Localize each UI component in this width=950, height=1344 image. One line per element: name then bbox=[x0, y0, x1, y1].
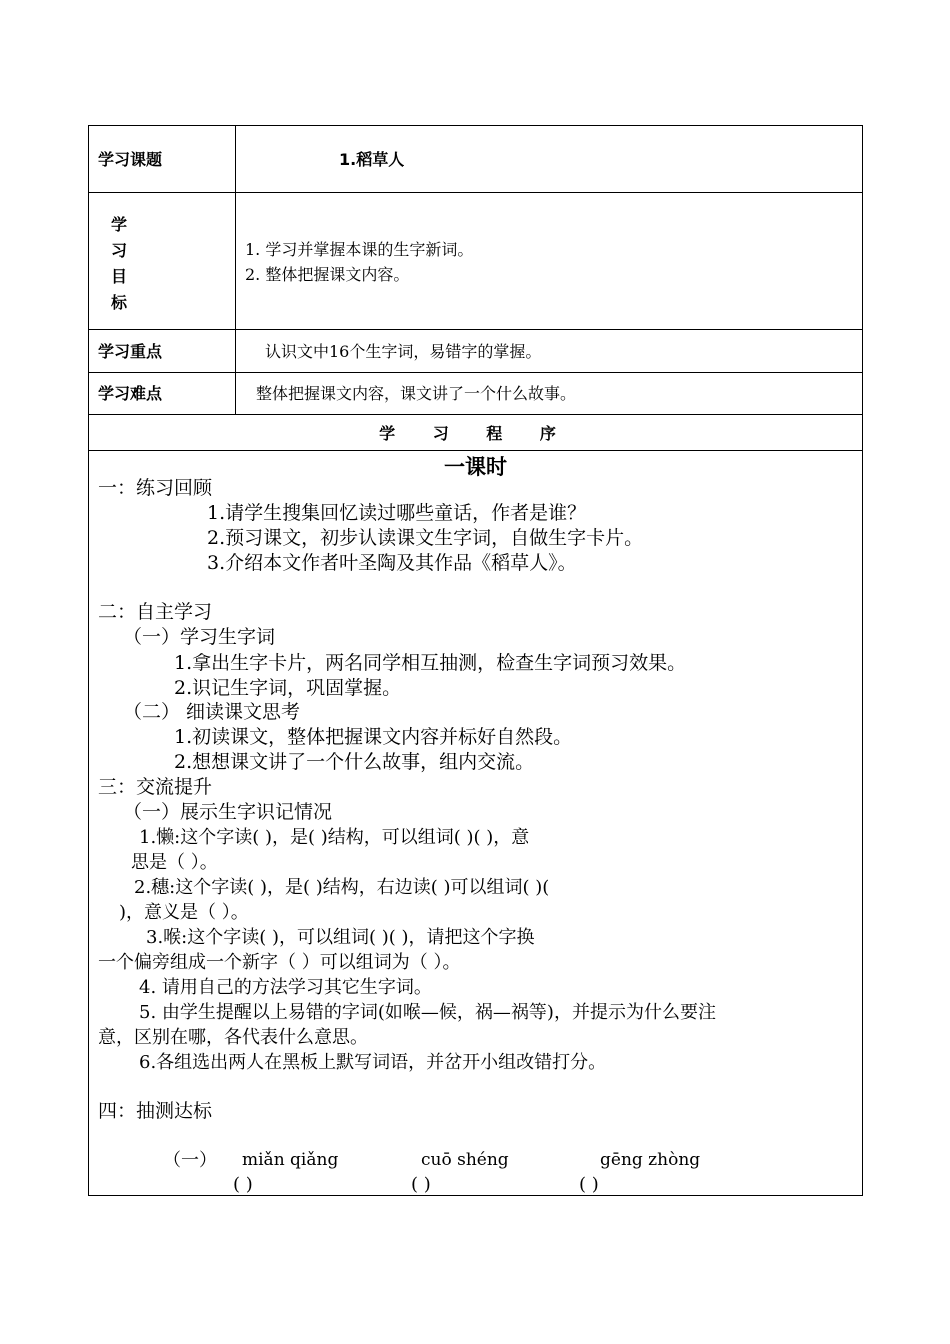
subsection-title: （一） bbox=[163, 1150, 217, 1171]
goal-item: 1. 学习并掌握本课的生字新词。 bbox=[245, 240, 474, 259]
difficulty-label: 学习难点 bbox=[98, 384, 163, 403]
exercise-line: 一个偏旁组成一个新字（ ）可以组词为（ ）。 bbox=[98, 952, 461, 973]
section-title: 三：交流提升 bbox=[98, 776, 213, 798]
row-divider bbox=[89, 329, 862, 330]
topic-value: 1.稻草人 bbox=[339, 150, 405, 169]
exercise-line: 思是（ ）。 bbox=[131, 852, 218, 873]
topic-label: 学习课题 bbox=[98, 150, 163, 169]
column-divider bbox=[235, 126, 236, 414]
list-item: 1.请学生搜集回忆读过哪些童话，作者是谁？ bbox=[207, 502, 587, 524]
list-item: 1.初读课文，整体把握课文内容并标好自然段。 bbox=[174, 726, 573, 748]
answer-bracket: ( ) bbox=[411, 1174, 431, 1195]
exercise-line: 5. 由学生提醒以上易错的字词(如喉—候，祸—祸等)，并提示为什么要注 bbox=[139, 1002, 716, 1023]
exercise-line: 4. 请用自己的方法学习其它生字词。 bbox=[139, 977, 432, 998]
key-value: 认识文中16个生字词，易错字的掌握。 bbox=[265, 342, 542, 361]
exercise-line: 3.喉:这个字读( )，可以组词( )( )，请把这个字换 bbox=[146, 927, 535, 948]
list-item: 2.预习课文，初步认读课文生字词，自做生字卡片。 bbox=[207, 527, 644, 549]
list-item: 2.想想课文讲了一个什么故事，组内交流。 bbox=[174, 751, 535, 773]
subsection-title: （一）学习生字词 bbox=[123, 626, 276, 648]
subsection-title: （二） 细读课文思考 bbox=[123, 701, 301, 723]
answer-bracket: ( ) bbox=[233, 1174, 253, 1195]
goal-item: 2. 整体把握课文内容。 bbox=[245, 265, 410, 284]
goals-label: 学 习 目 标 bbox=[110, 215, 127, 312]
section-title: 二：自主学习 bbox=[98, 601, 213, 623]
answer-bracket: ( ) bbox=[579, 1174, 599, 1195]
row-divider bbox=[89, 372, 862, 373]
list-item: 1.拿出生字卡片，两名同学相互抽测，检查生字词预习效果。 bbox=[174, 652, 687, 674]
section-title: 四：抽测达标 bbox=[98, 1100, 213, 1122]
section-title: 一：练习回顾 bbox=[98, 477, 213, 499]
lesson-plan-table bbox=[88, 125, 863, 1196]
procedure-title: 学 习 程 序 bbox=[379, 424, 572, 443]
list-item: 3.介绍本文作者叶圣陶及其作品《稻草人》。 bbox=[207, 552, 577, 574]
exercise-line: 意，区别在哪，各代表什么意思。 bbox=[98, 1027, 368, 1048]
pinyin-word: gēng zhòng bbox=[600, 1150, 701, 1170]
pinyin-word: miǎn qiǎng bbox=[242, 1150, 339, 1170]
exercise-line: 2.穗:这个字读( )，是( )结构，右边读( )可以组词( )( bbox=[134, 877, 550, 898]
exercise-line: 1.懒:这个字读( )，是( )结构，可以组词( )( )，意 bbox=[139, 827, 530, 848]
row-divider bbox=[89, 192, 862, 193]
key-label: 学习重点 bbox=[98, 342, 163, 361]
lesson-title: 一课时 bbox=[444, 455, 507, 479]
difficulty-value: 整体把握课文内容，课文讲了一个什么故事。 bbox=[256, 384, 577, 403]
pinyin-word: cuō shéng bbox=[421, 1150, 509, 1170]
exercise-line: 6.各组选出两人在黑板上默写词语，并岔开小组改错打分。 bbox=[139, 1052, 607, 1073]
subsection-title: （一）展示生字识记情况 bbox=[123, 801, 333, 823]
row-divider bbox=[89, 414, 862, 415]
exercise-line: )，意义是（ ）。 bbox=[119, 902, 249, 923]
list-item: 2.识记生字词，巩固掌握。 bbox=[174, 677, 402, 699]
